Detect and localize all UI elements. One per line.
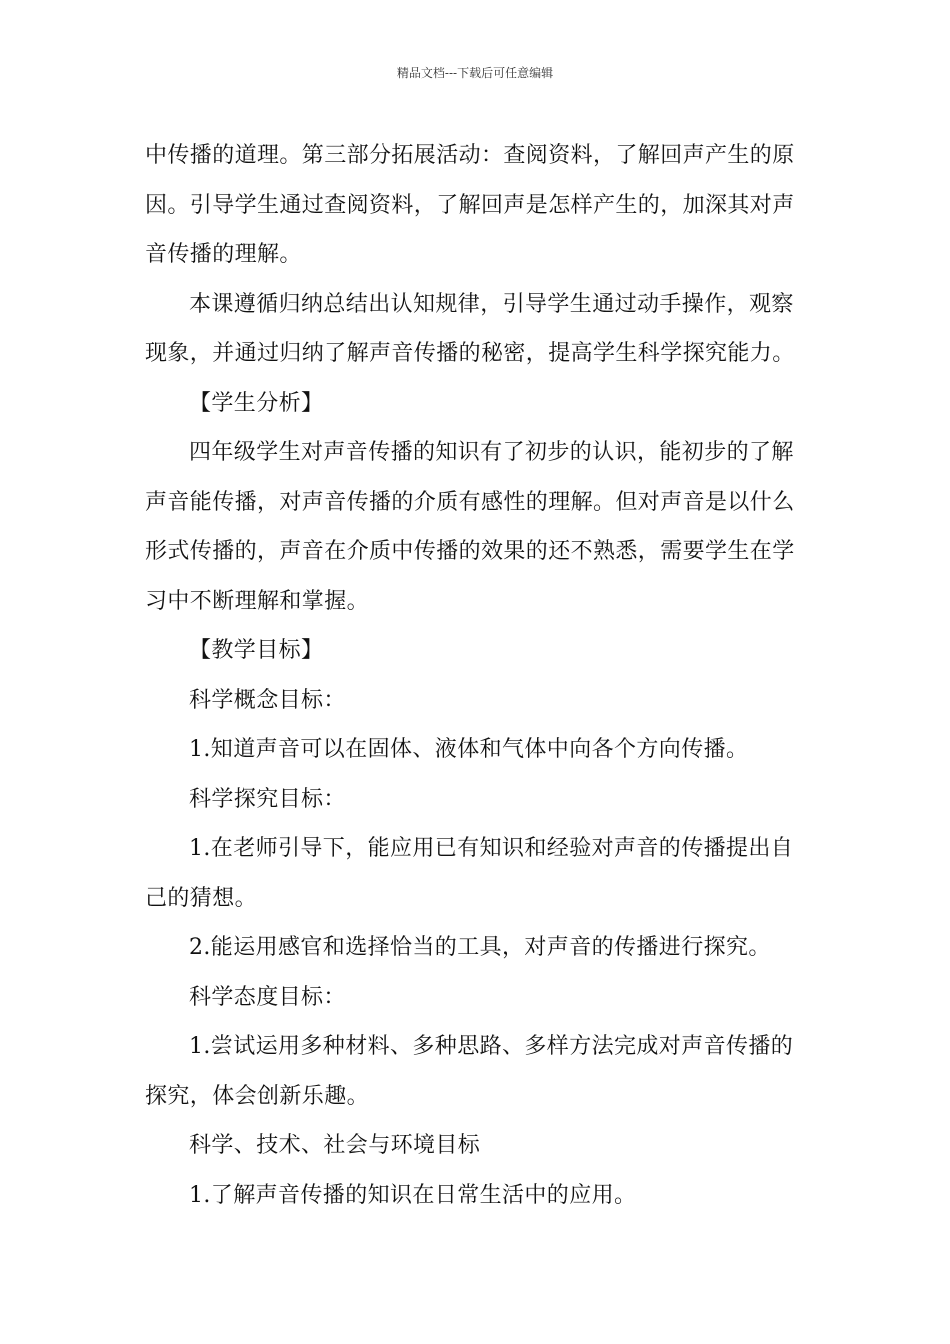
subheading-concept-goals: 科学概念目标： — [189, 687, 346, 713]
list-item-stse-1: 1.了解声音传播的知识在日常生活中的应用。 — [189, 1182, 637, 1208]
subheading-stse-goals: 科学、技术、社会与环境目标 — [189, 1133, 481, 1158]
paragraph-student-analysis: 四年级学生对声音传播的知识有了初步的认识，能初步的了解声音能传播，对声音传播的介质有感性的理解。但对声音是以什么形式传播的，声音在介质中传播的效果的还不熟悉，需要学生在学习中不断理解和掌握。 — [145, 440, 795, 614]
page-header: 精品文档---下载后可任意编辑 — [396, 66, 554, 80]
list-item-attitude-1: 1.尝试运用多种材料、多种思路、多样方法完成对声音传播的探究，体会创新乐趣。 — [145, 1034, 794, 1109]
section-heading-student-analysis: 【学生分析】 — [189, 390, 324, 416]
section-heading-teaching-goals: 【教学目标】 — [189, 638, 324, 663]
subheading-attitude-goals: 科学态度目标： — [189, 984, 346, 1010]
paragraph-continuation: 中传播的道理。第三部分拓展活动：查阅资料，了解回声产生的原因。引导学生通过查阅资料，了解回声是怎样产生的，加深其对声音传播的理解。 — [145, 143, 795, 267]
list-item-concept-1: 1.知道声音可以在固体、液体和气体中向各个方向传播。 — [189, 737, 749, 762]
paragraph-course-summary: 本课遵循归纳总结出认知规律，引导学生通过动手操作，观察现象，并通过归纳了解声音传播的秘密，提高学生科学探究能力。 — [145, 291, 795, 366]
list-item-inquiry-2: 2.能运用感官和选择恰当的工具，对声音的传播进行探究。 — [189, 935, 771, 960]
subheading-inquiry-goals: 科学探究目标： — [189, 786, 346, 812]
document-body — [145, 131, 810, 1220]
list-item-inquiry-1: 1.在老师引导下，能应用已有知识和经验对声音的传播提出自己的猜想。 — [145, 836, 794, 911]
